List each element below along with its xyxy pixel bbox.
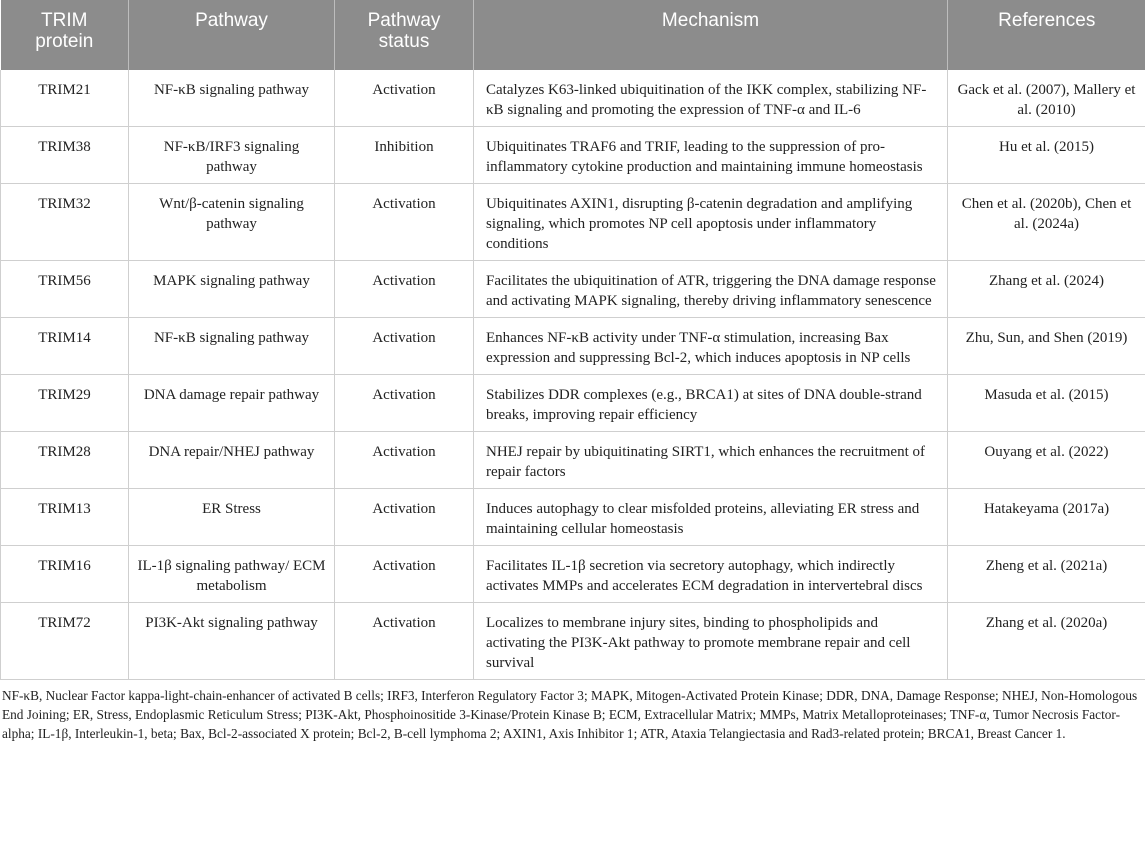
table-row xyxy=(1,546,1145,603)
header-protein: TRIM protein xyxy=(1,0,129,70)
cell-pathway: MAPK signaling pathway xyxy=(129,261,335,318)
cell-mechanism: Facilitates IL-1β secretion via secretory autophagy, which indirectly activates MMPs and accelerates ECM degradation in intervertebral discs xyxy=(474,546,948,603)
table-row xyxy=(1,261,1145,318)
cell-references: Chen et al. (2020b), Chen et al. (2024a) xyxy=(948,184,1145,261)
cell-mechanism: Catalyzes K63-linked ubiquitination of the IKK complex, stabilizing NF-κB signaling and promoting the expression of TNF-α and IL-6 xyxy=(474,70,948,127)
table-row xyxy=(1,318,1145,375)
table-body xyxy=(1,70,1145,680)
cell-pathway: NF-κB/IRF3 signaling pathway xyxy=(129,127,335,184)
table-row xyxy=(1,127,1145,184)
cell-status: Activation xyxy=(335,375,474,432)
header-mechanism: Mechanism xyxy=(474,0,948,70)
cell-references: Hu et al. (2015) xyxy=(948,127,1145,184)
cell-protein: TRIM14 xyxy=(1,318,129,375)
cell-protein: TRIM29 xyxy=(1,375,129,432)
cell-status: Activation xyxy=(335,489,474,546)
cell-pathway: DNA repair/NHEJ pathway xyxy=(129,432,335,489)
cell-pathway: PI3K-Akt signaling pathway xyxy=(129,603,335,680)
cell-status: Activation xyxy=(335,318,474,375)
header-references: References xyxy=(948,0,1145,70)
cell-references: Zhu, Sun, and Shen (2019) xyxy=(948,318,1145,375)
table-row xyxy=(1,489,1145,546)
cell-references: Ouyang et al. (2022) xyxy=(948,432,1145,489)
cell-pathway: NF-κB signaling pathway xyxy=(129,70,335,127)
cell-references: Zheng et al. (2021a) xyxy=(948,546,1145,603)
cell-protein: TRIM16 xyxy=(1,546,129,603)
header-status: Pathway status xyxy=(335,0,474,70)
cell-status: Activation xyxy=(335,261,474,318)
cell-protein: TRIM56 xyxy=(1,261,129,318)
cell-pathway: ER Stress xyxy=(129,489,335,546)
cell-status: Activation xyxy=(335,70,474,127)
cell-status: Activation xyxy=(335,546,474,603)
cell-mechanism: Localizes to membrane injury sites, binding to phospholipids and activating the PI3K-Akt pathway to promote membrane repair and cell survival xyxy=(474,603,948,680)
table-row xyxy=(1,432,1145,489)
cell-mechanism: Induces autophagy to clear misfolded proteins, alleviating ER stress and maintaining cellular homeostasis xyxy=(474,489,948,546)
table-footnote: NF-κB, Nuclear Factor kappa-light-chain-enhancer of activated B cells; IRF3, Interferon Regulatory Factor 3; MAPK, Mitogen-Activated Protein Kinase; DDR, DNA, Damage Response; NHEJ, Non-Homologous End Joining; ER, Stress, Endoplasmic Reticulum Stress; PI3K-Akt, Phosphoinositide 3-Kinase/Protein Kinase B; ECM, Extracellular Matrix; MMPs, Matrix Metalloproteinases; TNF-α, Tumor Necrosis Factor-alpha; IL-1β, Interleukin-1, beta; Bax, Bcl-2-associated X protein; Bcl-2, B-cell lymphoma 2; AXIN1, Axis Inhibitor 1; ATR, Ataxia Telangiectasia and Rad3-related protein; BRCA1, Breast Cancer 1. xyxy=(2,688,1138,741)
cell-mechanism: Facilitates the ubiquitination of ATR, triggering the DNA damage response and activating MAPK signaling, thereby driving inflammatory senescence xyxy=(474,261,948,318)
cell-status: Activation xyxy=(335,184,474,261)
cell-status: Activation xyxy=(335,603,474,680)
cell-mechanism: NHEJ repair by ubiquitinating SIRT1, which enhances the recruitment of repair factors xyxy=(474,432,948,489)
cell-protein: TRIM72 xyxy=(1,603,129,680)
table-row xyxy=(1,375,1145,432)
cell-protein: TRIM28 xyxy=(1,432,129,489)
table-row xyxy=(1,603,1145,680)
cell-pathway: NF-κB signaling pathway xyxy=(129,318,335,375)
cell-mechanism: Ubiquitinates AXIN1, disrupting β-catenin degradation and amplifying signaling, which promotes NP cell apoptosis under inflammatory conditions xyxy=(474,184,948,261)
cell-references: Zhang et al. (2020a) xyxy=(948,603,1145,680)
cell-mechanism: Enhances NF-κB activity under TNF-α stimulation, increasing Bax expression and suppressing Bcl-2, which induces apoptosis in NP cells xyxy=(474,318,948,375)
cell-pathway: DNA damage repair pathway xyxy=(129,375,335,432)
header-pathway: Pathway xyxy=(129,0,335,70)
cell-references: Masuda et al. (2015) xyxy=(948,375,1145,432)
cell-protein: TRIM32 xyxy=(1,184,129,261)
table-row xyxy=(1,70,1145,127)
cell-references: Hatakeyama (2017a) xyxy=(948,489,1145,546)
cell-mechanism: Stabilizes DDR complexes (e.g., BRCA1) at sites of DNA double-strand breaks, improving repair efficiency xyxy=(474,375,948,432)
cell-status: Activation xyxy=(335,432,474,489)
cell-protein: TRIM38 xyxy=(1,127,129,184)
cell-references: Gack et al. (2007), Mallery et al. (2010) xyxy=(948,70,1145,127)
cell-pathway: Wnt/β-catenin signaling pathway xyxy=(129,184,335,261)
cell-protein: TRIM21 xyxy=(1,70,129,127)
header-row xyxy=(1,0,1145,70)
cell-references: Zhang et al. (2024) xyxy=(948,261,1145,318)
table-header xyxy=(1,0,1145,70)
cell-pathway: IL-1β signaling pathway/ ECM metabolism xyxy=(129,546,335,603)
cell-status: Inhibition xyxy=(335,127,474,184)
cell-protein: TRIM13 xyxy=(1,489,129,546)
cell-mechanism: Ubiquitinates TRAF6 and TRIF, leading to the suppression of pro-inflammatory cytokine production and maintaining immune homeostasis xyxy=(474,127,948,184)
table-row xyxy=(1,184,1145,261)
